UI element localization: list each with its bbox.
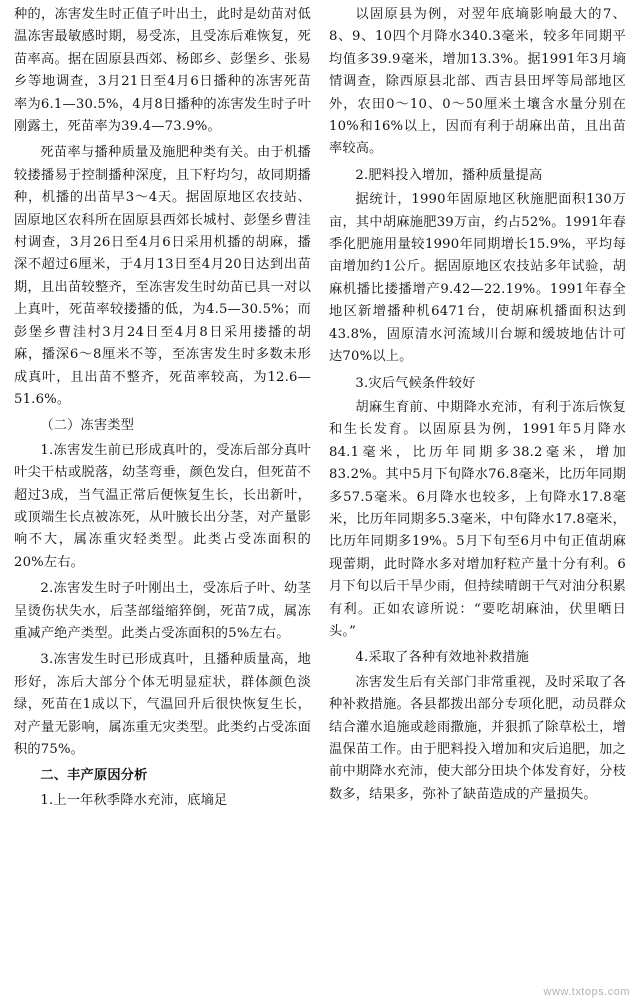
site-watermark: www.txtops.com: [543, 986, 630, 998]
paragraph-reason-1-start: 1.上一年秋季降水充沛，底墒足: [40, 792, 228, 808]
section-heading-freeze-types: （二）冻害类型: [40, 418, 135, 434]
paragraph-reason-4: 冻害发生后有关部门非常重视，及时采取了各种补救措施。各县都拨出部分专项化肥，动员群众结合灌水追施或趁雨撒施，并狠抓了除草松土，增温保苗工作。由于肥料投入增加和灾后追肥，加之前中期降水充沛，使大部分田块个体发育好，分枝数多，结果多，弥补了缺苗造成的产量损失。: [329, 674, 626, 802]
paragraph-reason-2: 据统计，1990年固原地区秋施肥面积130万亩，其中胡麻施肥39万亩，约占52%。1991年春季化肥施用量较1990年同期增长15.9%，平均每亩增加约1公斤。据固原地区农技站多年试验，胡麻机播比搂播增产9.42—22.19%。1991年春全地区新增播种机6471台，使胡麻机播面积达到43.8%，固原清水河流域川台塬和缓坡地估计可达70%以上。: [329, 192, 626, 365]
paragraph-continued: 种的，冻害发生时正值子叶出土，此时是幼苗对低温冻害最敏感时期，易受冻，且受冻后难恢复，死苗率高。据在固原县西郊、杨郎乡、彭堡乡、张易乡等地调查，3月21日至4月6日播种的冻害死苗率为6.1—30.5%，4月8日播种的冻害发生时子叶刚露土，死苗率为39.4—73.9%。: [14, 7, 311, 135]
paragraph-seeding-quality: 死苗率与播种质量及施肥种类有关。由于机播较搂播易于控制播种深度，且下籽均匀，故同期播种，机播的出苗早3～4天。据固原地区农技站、固原地区农科所在固原县西郊长城村、彭堡乡曹洼村调查，3月26日至4月6日采用机播的胡麻，播深不超过6厘米，于4月13日至4月20日达到出苗期，且出苗较整齐，至冻害发生时幼苗已具一对以上真叶，死苗率较搂播的低，为4.5—30.5%；而彭堡乡曹洼村3月24日至4月8日采用搂播的胡麻，播深6～8厘米不等，至冻害发生时多数未形成真叶，且出苗不整齐，死苗率较高，为12.6—51.6%。: [14, 145, 311, 407]
paragraph-type-3: 3.冻害发生时已形成真叶，且播种质量高，地形好，冻后大部分个体无明显症状，群体颜色淡绿，死苗在1成以下，气温回升后很快恢复生长，对产量无影响，属冻重无灾类型。此类约占受冻面积的75%。: [14, 652, 311, 757]
heading-reason-4: 4.采取了各种有效地补救措施: [355, 650, 530, 666]
left-column: [14, 4, 311, 1000]
heading-reason-3: 3.灾后气候条件较好: [355, 375, 476, 391]
paragraph-type-1: 1.冻害发生前已形成真叶的，受冻后部分真叶叶尖干枯或脱落，幼茎弯垂，颜色发白，但死苗不超过3成，当气温正常后便恢复生长，长出新叶，或顶端生长点被冻死，从叶腋长出分茎，对产量影响不大，属冻重灾轻类型。此类占受冻面积的20%左右。: [14, 442, 311, 570]
paragraph-reason-1-continued: 以固原县为例，对翌年底墒影响最大的7、8、9、10四个月降水340.3毫米，较多年同期平均值多39.9毫米，增加13.3%。据1991年3月墒情调查，除西原县北部、西吉县田坪等局部地区外，农田0～10、0～50厘米土壤含水量分别在10%和16%以上，因而有利于胡麻出苗，且出苗率较高。: [329, 7, 626, 157]
paragraph-reason-3: 胡麻生育前、中期降水充沛，有利于冻后恢复和生长发育。以固原县为例，1991年5月降水84.1毫米，比历年同期多38.2毫米，增加83.2%。其中5月下旬降水76.8毫米，比历年同期多57.5毫米。6月降水也较多，上旬降水17.8毫米，比历年同期多5.3毫米，中旬降水17.8毫米，比历年同期多19%。5月下旬至6月中旬正值胡麻现蕾期，此时降水多对增加籽粒产量十分有利。6月下旬以后干旱少雨，但持续晴朗干气对油分积累有利。正如农谚所说：“要吃胡麻油，伏里晒日头。”: [329, 399, 626, 639]
paragraph-type-2: 2.冻害发生时子叶刚出土，受冻后子叶、幼茎呈烫伤状失水，后茎部缢缩猝倒，死苗7成，属冻重减产绝产类型。此类占受冻面积的5%左右。: [14, 581, 311, 641]
heading-reason-2: 2.肥料投入增加，播种质量提高: [355, 167, 543, 183]
section-heading-yield-reasons: 二、丰产原因分析: [40, 768, 148, 784]
right-column: [329, 4, 626, 1000]
